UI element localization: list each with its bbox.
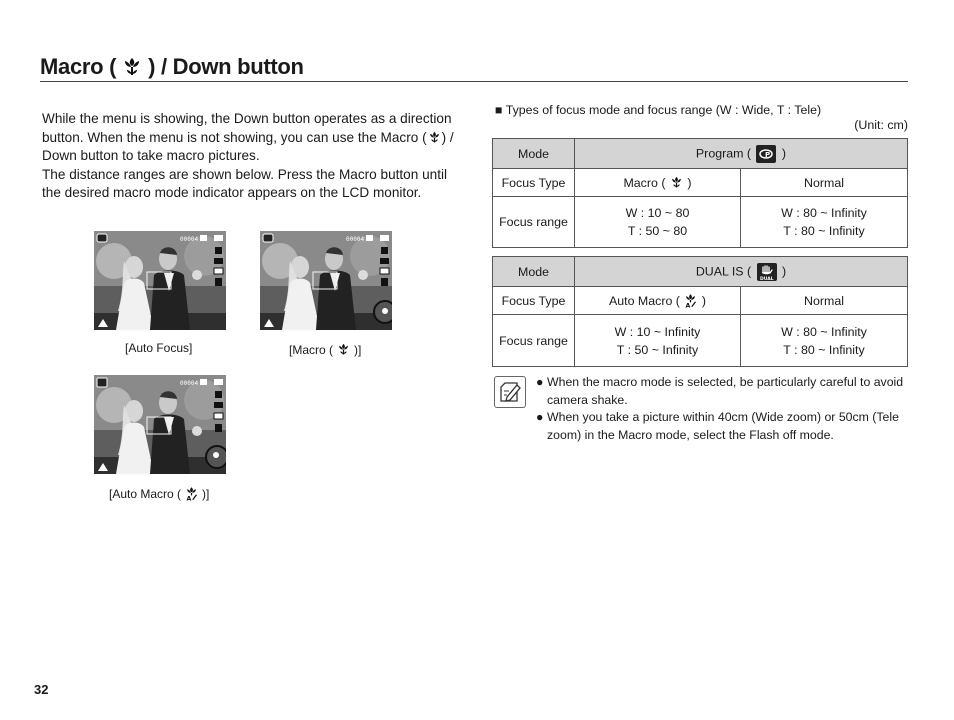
svg-text:P: P bbox=[765, 150, 771, 159]
caption-macro-text-end: )] bbox=[354, 342, 362, 357]
unit-label: (Unit: cm) bbox=[854, 118, 908, 132]
auto-macro-flower-icon bbox=[184, 486, 199, 501]
macro-flower-icon bbox=[669, 175, 684, 190]
macro-flower-icon bbox=[427, 130, 442, 145]
caption-auto-focus bbox=[125, 341, 192, 355]
title-text-end: ) / Down button bbox=[148, 54, 304, 79]
svg-text:A: A bbox=[186, 495, 192, 501]
focus-type-macro-text: Macro ( bbox=[623, 176, 666, 190]
note-pencil-icon bbox=[494, 376, 526, 408]
program-mode-icon bbox=[756, 145, 776, 163]
range-tele: T : 50 ~ 80 bbox=[627, 224, 688, 238]
mode-label-cell: Mode bbox=[493, 257, 575, 287]
svg-text:DUAL: DUAL bbox=[759, 276, 774, 281]
focus-table-dual-is bbox=[492, 256, 908, 367]
range-tele: T : 50 ~ Infinity bbox=[616, 342, 699, 357]
focus-table-program bbox=[492, 138, 908, 248]
focus-range-label: Focus range bbox=[493, 315, 575, 367]
mode-value-close: ) bbox=[781, 145, 787, 160]
macro-flower-icon bbox=[120, 55, 144, 79]
focus-type-macro bbox=[575, 169, 741, 197]
mode-value-cell bbox=[575, 257, 908, 287]
focus-type-macro-close: ) bbox=[687, 176, 692, 190]
dual-is-icon bbox=[757, 263, 777, 281]
focus-type-normal: Normal bbox=[741, 169, 908, 197]
caption-auto-macro-text-start: [Auto Macro ( bbox=[109, 486, 182, 501]
focus-table-heading: ■ Types of focus mode and focus range (W : Wide, T : Tele) bbox=[495, 103, 822, 117]
macro-flower-icon bbox=[336, 342, 351, 357]
focus-range-normal bbox=[741, 197, 908, 248]
mode-value-close: ) bbox=[782, 263, 787, 278]
focus-range-macro bbox=[575, 197, 741, 248]
note-item bbox=[536, 374, 908, 409]
focus-range-normal bbox=[741, 315, 908, 367]
mode-value-text: Program ( bbox=[695, 145, 752, 160]
range-wide: W : 10 ~ 80 bbox=[625, 206, 690, 220]
shot-counter: 00004 bbox=[180, 380, 199, 387]
page-title bbox=[40, 54, 304, 80]
focus-type-auto-macro-close: ) bbox=[701, 294, 706, 308]
caption-macro-text-start: [Macro ( bbox=[289, 342, 334, 357]
focus-type-normal: Normal bbox=[741, 287, 908, 315]
svg-text:A: A bbox=[685, 302, 691, 308]
title-divider bbox=[40, 81, 908, 82]
notes-list bbox=[536, 374, 908, 444]
shot-counter: 00004 bbox=[180, 236, 199, 243]
intro-text bbox=[42, 110, 467, 203]
range-wide: W : 80 ~ Infinity bbox=[781, 206, 867, 220]
lcd-screen-auto-macro bbox=[94, 375, 226, 474]
mode-value-text: DUAL IS ( bbox=[695, 263, 752, 278]
intro-p1-end: ) / Down button to take macro pictures. bbox=[42, 129, 454, 164]
range-tele: T : 80 ~ Infinity bbox=[783, 342, 865, 357]
note-item bbox=[536, 409, 908, 444]
focus-type-auto-macro bbox=[575, 287, 741, 315]
intro-paragraph-2: The distance ranges are shown below. Press the Macro button until the desired macro mode indicator appears on the LCD monitor. bbox=[42, 166, 448, 201]
mode-label-cell: Mode bbox=[493, 139, 575, 169]
lcd-screen-auto-focus bbox=[94, 231, 226, 330]
focus-type-auto-macro-text: Auto Macro ( bbox=[609, 294, 680, 308]
range-wide: W : 10 ~ Infinity bbox=[614, 324, 701, 339]
shot-counter: 00004 bbox=[346, 236, 365, 243]
bullet-icon: ● bbox=[536, 375, 544, 389]
intro-p1-start: While the menu is showing, the Down button operates as a direction button. When the menu is not showing, you can use the Macro ( bbox=[42, 111, 452, 145]
title-text-start: Macro ( bbox=[40, 54, 117, 79]
page-number: 32 bbox=[34, 682, 49, 697]
mode-value-cell bbox=[575, 139, 908, 169]
caption-macro bbox=[289, 342, 361, 357]
note-text: When you take a picture within 40cm (Wide zoom) or 50cm (Tele zoom) in the Macro mode, select the Flash off mode. bbox=[547, 410, 899, 442]
caption-auto-focus-text: [Auto Focus] bbox=[125, 341, 193, 355]
note-text: When the macro mode is selected, be particularly careful to avoid camera shake. bbox=[547, 375, 904, 407]
focus-type-label: Focus Type bbox=[493, 169, 575, 197]
range-tele: T : 80 ~ Infinity bbox=[783, 224, 865, 238]
bullet-icon: ● bbox=[536, 410, 544, 424]
intro-paragraph-1 bbox=[42, 110, 467, 166]
focus-range-label: Focus range bbox=[493, 197, 575, 248]
lcd-screen-macro bbox=[260, 231, 392, 330]
focus-type-label: Focus Type bbox=[493, 287, 575, 315]
auto-macro-flower-icon bbox=[683, 293, 698, 308]
caption-auto-macro-text-end: )] bbox=[202, 486, 210, 501]
range-wide: W : 80 ~ Infinity bbox=[781, 324, 867, 339]
caption-auto-macro bbox=[109, 486, 209, 501]
focus-range-auto-macro bbox=[575, 315, 741, 367]
